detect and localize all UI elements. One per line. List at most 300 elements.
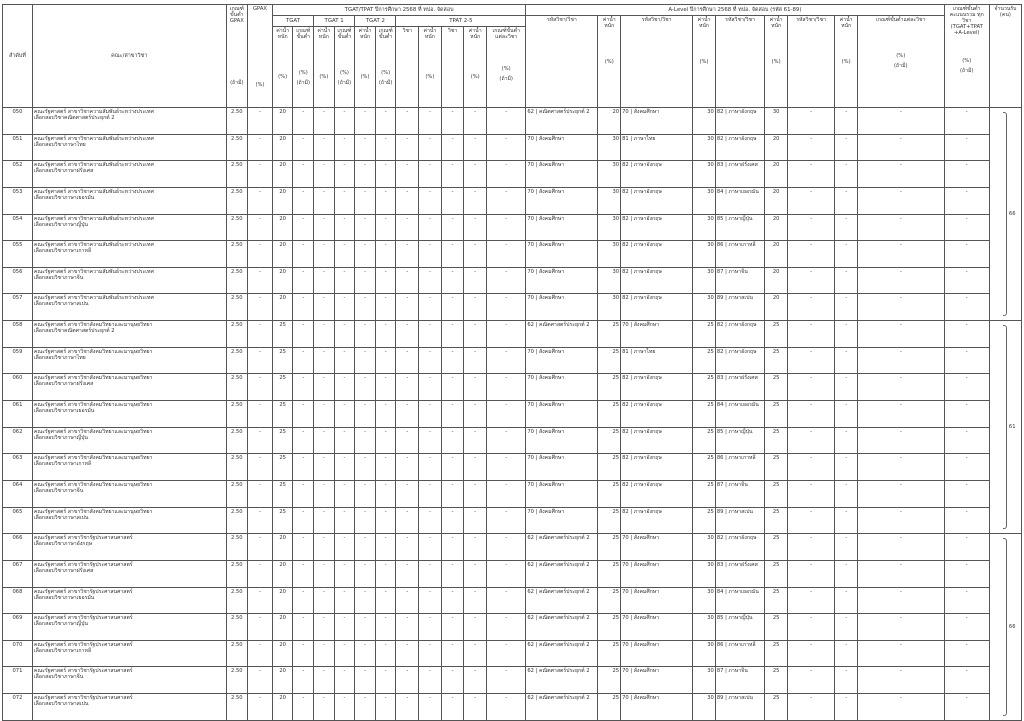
row-number: 053 (3, 187, 33, 214)
alevel-weight-3: 25 (765, 321, 788, 348)
program-name: คณะรัฐศาสตร์ สาขาวิชาสังคมวิทยาและมานุษยวิทยา (33, 428, 153, 435)
empty-criteria-cell: - (487, 560, 526, 587)
empty-criteria-cell: - (396, 427, 419, 454)
table-row (3, 321, 1022, 348)
empty-criteria-cell: - (419, 347, 442, 374)
empty-criteria-cell: - (248, 321, 273, 348)
empty-criteria-cell: - (248, 507, 273, 534)
empty-criteria-cell: - (944, 534, 989, 561)
header-a2-weight (693, 16, 716, 108)
alevel-weight-1: 25 (598, 454, 621, 481)
header-tpat-weight2-unit: (%) (470, 73, 480, 80)
alevel-subject-1: 62 | คณิตศาสตร์ประยุกต์ 2 (526, 667, 598, 694)
table-row (3, 614, 1022, 641)
empty-criteria-cell: - (248, 427, 273, 454)
empty-criteria-cell: - (487, 241, 526, 268)
empty-criteria-cell: - (375, 694, 396, 721)
empty-criteria-cell: - (334, 454, 355, 481)
alevel-weight-1: 25 (598, 614, 621, 641)
empty-criteria-cell: - (293, 214, 314, 241)
alevel-subject-3: 87 | ภาษาจีน (715, 667, 764, 694)
seats-count: 66 (1008, 108, 1022, 321)
empty-criteria-cell: - (314, 321, 335, 348)
empty-criteria-cell: - (487, 294, 526, 321)
empty-criteria-cell: - (396, 507, 419, 534)
alevel-weight-2: 25 (693, 427, 716, 454)
alevel-weight-1: 25 (598, 694, 621, 721)
empty-criteria-cell: - (396, 161, 419, 188)
brace-line (1003, 112, 1007, 316)
row-number: 061 (3, 401, 33, 428)
tgat-weight: 25 (272, 507, 293, 534)
header-tgat: TGAT (272, 16, 313, 27)
empty-criteria-cell: - (314, 507, 335, 534)
seats-count: 61 (1008, 321, 1022, 534)
min-gpax: 2.50 (226, 694, 248, 721)
alevel-subject-2: 70 | สังคมศึกษา (621, 694, 693, 721)
empty-criteria-cell: - (857, 427, 944, 454)
tgat-weight: 20 (272, 161, 293, 188)
program-option: เลือกสอบวิชาภาษาญี่ปุ่น (33, 221, 88, 228)
empty-criteria-cell: - (375, 560, 396, 587)
header-tgat1-weight-label: ค่าน้ำหนัก (317, 28, 331, 40)
empty-criteria-cell: - (293, 427, 314, 454)
empty-criteria-cell: - (787, 560, 834, 587)
min-gpax: 2.50 (226, 560, 248, 587)
alevel-subject-1: 70 | สังคมศึกษา (526, 347, 598, 374)
empty-criteria-cell: - (293, 134, 314, 161)
empty-criteria-cell: - (487, 667, 526, 694)
empty-criteria-cell: - (835, 640, 858, 667)
table-row (3, 587, 1022, 614)
empty-criteria-cell: - (419, 480, 442, 507)
empty-criteria-cell: - (419, 267, 442, 294)
empty-criteria-cell: - (835, 321, 858, 348)
row-number: 072 (3, 694, 33, 721)
alevel-subject-2: 82 | ภาษาอังกฤษ (621, 161, 693, 188)
empty-criteria-cell: - (441, 134, 464, 161)
min-gpax: 2.50 (226, 401, 248, 428)
empty-criteria-cell: - (464, 507, 487, 534)
empty-criteria-cell: - (314, 374, 335, 401)
empty-criteria-cell: - (293, 587, 314, 614)
empty-criteria-cell: - (419, 454, 442, 481)
empty-criteria-cell: - (355, 108, 376, 135)
brace-line (1003, 538, 1007, 715)
table-row (3, 267, 1022, 294)
empty-criteria-cell: - (787, 267, 834, 294)
empty-criteria-cell: - (441, 401, 464, 428)
empty-criteria-cell: - (293, 241, 314, 268)
row-number: 060 (3, 374, 33, 401)
empty-criteria-cell: - (293, 401, 314, 428)
tgat-weight: 20 (272, 294, 293, 321)
alevel-subject-2: 81 | ภาษาไทย (621, 134, 693, 161)
empty-criteria-cell: - (487, 507, 526, 534)
min-gpax: 2.50 (226, 667, 248, 694)
alevel-weight-3: 25 (765, 347, 788, 374)
empty-criteria-cell: - (464, 694, 487, 721)
tgat-weight: 20 (272, 587, 293, 614)
program-name: คณะรัฐศาสตร์ สาขาวิชารัฐประศาสนศาสตร์ (33, 615, 133, 622)
alevel-weight-1: 25 (598, 560, 621, 587)
table-row (3, 374, 1022, 401)
program-name-cell (32, 667, 226, 694)
program-name: คณะรัฐศาสตร์ สาขาวิชาความสัมพันธ์ระหว่างประเทศ (33, 295, 154, 302)
empty-criteria-cell: - (835, 534, 858, 561)
empty-criteria-cell: - (419, 161, 442, 188)
tgat-weight: 20 (272, 108, 293, 135)
empty-criteria-cell: - (419, 108, 442, 135)
empty-criteria-cell: - (787, 214, 834, 241)
row-number: 051 (3, 134, 33, 161)
empty-criteria-cell: - (787, 401, 834, 428)
empty-criteria-cell: - (944, 161, 989, 188)
min-gpax: 2.50 (226, 294, 248, 321)
empty-criteria-cell: - (464, 640, 487, 667)
alevel-weight-3: 20 (765, 294, 788, 321)
header-gpax-label: GPAX (253, 6, 267, 12)
empty-criteria-cell: - (375, 401, 396, 428)
alevel-subject-3: 87 | ภาษาจีน (715, 480, 764, 507)
min-gpax: 2.50 (226, 374, 248, 401)
empty-criteria-cell: - (355, 694, 376, 721)
program-name: คณะรัฐศาสตร์ สาขาวิชาสังคมวิทยาและมานุษยวิทยา (33, 375, 153, 382)
header-tgat-min-unit: (ถ้ามี) (296, 79, 311, 86)
empty-criteria-cell: - (857, 294, 944, 321)
empty-criteria-cell: - (419, 321, 442, 348)
empty-criteria-cell: - (787, 321, 834, 348)
program-name-cell (32, 161, 226, 188)
alevel-subject-2: 82 | ภาษาอังกฤษ (621, 187, 693, 214)
row-number: 068 (3, 587, 33, 614)
header-tpat-min-label: เกณฑ์ขั้นต่ำแต่ละวิชา (492, 28, 520, 40)
program-option: เลือกสอบวิชาภาษาจีน (33, 674, 84, 681)
empty-criteria-cell: - (787, 427, 834, 454)
program-name-cell (32, 401, 226, 428)
empty-criteria-cell: - (396, 480, 419, 507)
program-option: เลือกสอบวิชาภาษาเยอรมัน (33, 594, 95, 601)
empty-criteria-cell: - (419, 507, 442, 534)
empty-criteria-cell: - (787, 614, 834, 641)
empty-criteria-cell: - (375, 534, 396, 561)
alevel-weight-3: 25 (765, 560, 788, 587)
empty-criteria-cell: - (464, 587, 487, 614)
program-name: คณะรัฐศาสตร์ สาขาวิชาความสัมพันธ์ระหว่างประเทศ (33, 135, 154, 142)
empty-criteria-cell: - (314, 667, 335, 694)
empty-criteria-cell: - (314, 401, 335, 428)
tgat-weight: 20 (272, 134, 293, 161)
alevel-subject-2: 82 | ภาษาอังกฤษ (621, 480, 693, 507)
empty-criteria-cell: - (835, 667, 858, 694)
min-gpax: 2.50 (226, 534, 248, 561)
empty-criteria-cell: - (396, 534, 419, 561)
empty-criteria-cell: - (787, 161, 834, 188)
alevel-weight-1: 30 (598, 267, 621, 294)
program-name: คณะรัฐศาสตร์ สาขาวิชาความสัมพันธ์ระหว่างประเทศ (33, 188, 154, 195)
program-name-cell (32, 294, 226, 321)
alevel-subject-1: 62 | คณิตศาสตร์ประยุกต์ 2 (526, 560, 598, 587)
empty-criteria-cell: - (441, 321, 464, 348)
min-gpax: 2.50 (226, 507, 248, 534)
tgat-weight: 20 (272, 560, 293, 587)
empty-criteria-cell: - (314, 161, 335, 188)
alevel-subject-3: 86 | ภาษาเกาหลี (715, 640, 764, 667)
program-option: เลือกสอบวิชาคณิตศาสตร์ประยุกต์ 2 (33, 114, 115, 121)
program-name-cell (32, 560, 226, 587)
header-tpat-subject1: วิชา (396, 27, 419, 108)
empty-criteria-cell: - (464, 427, 487, 454)
alevel-subject-3: 82 | ภาษาอังกฤษ (715, 347, 764, 374)
alevel-subject-2: 82 | ภาษาอังกฤษ (621, 374, 693, 401)
alevel-weight-3: 25 (765, 614, 788, 641)
program-option: เลือกสอบวิชาคณิตศาสตร์ประยุกต์ 2 (33, 328, 115, 335)
empty-criteria-cell: - (487, 108, 526, 135)
tgat-weight: 20 (272, 241, 293, 268)
empty-criteria-cell: - (314, 454, 335, 481)
program-name: คณะรัฐศาสตร์ สาขาวิชาสังคมวิทยาและมานุษยวิทยา (33, 348, 153, 355)
alevel-weight-2: 25 (693, 401, 716, 428)
empty-criteria-cell: - (787, 108, 834, 135)
alevel-subject-3: 86 | ภาษาเกาหลี (715, 454, 764, 481)
empty-criteria-cell: - (396, 267, 419, 294)
alevel-subject-1: 62 | คณิตศาสตร์ประยุกต์ 2 (526, 640, 598, 667)
alevel-weight-2: 25 (693, 347, 716, 374)
empty-criteria-cell: - (857, 694, 944, 721)
empty-criteria-cell: - (334, 507, 355, 534)
alevel-subject-2: 82 | ภาษาอังกฤษ (621, 454, 693, 481)
alevel-weight-1: 30 (598, 134, 621, 161)
alevel-weight-2: 30 (693, 534, 716, 561)
empty-criteria-cell: - (857, 161, 944, 188)
table-row (3, 294, 1022, 321)
empty-criteria-cell: - (355, 161, 376, 188)
empty-criteria-cell: - (464, 401, 487, 428)
empty-criteria-cell: - (375, 640, 396, 667)
empty-criteria-cell: - (944, 374, 989, 401)
empty-criteria-cell: - (835, 454, 858, 481)
empty-criteria-cell: - (334, 427, 355, 454)
program-name-cell (32, 241, 226, 268)
empty-criteria-cell: - (248, 241, 273, 268)
header-a2-weight-label: ค่าน้ำหนัก (697, 17, 711, 29)
alevel-weight-1: 25 (598, 667, 621, 694)
empty-criteria-cell: - (355, 374, 376, 401)
program-option: เลือกสอบวิชาภาษาฝรั่งเศส (33, 381, 94, 388)
empty-criteria-cell: - (787, 294, 834, 321)
empty-criteria-cell: - (314, 614, 335, 641)
empty-criteria-cell: - (857, 347, 944, 374)
alevel-weight-1: 25 (598, 427, 621, 454)
table-row (3, 241, 1022, 268)
empty-criteria-cell: - (835, 480, 858, 507)
empty-criteria-cell: - (944, 134, 989, 161)
alevel-subject-3: 84 | ภาษาเยอรมัน (715, 187, 764, 214)
empty-criteria-cell: - (835, 134, 858, 161)
empty-criteria-cell: - (293, 694, 314, 721)
tgat-weight: 20 (272, 640, 293, 667)
row-number: 067 (3, 560, 33, 587)
program-option: เลือกสอบวิชาภาษาจีน (33, 274, 84, 281)
empty-criteria-cell: - (464, 187, 487, 214)
empty-criteria-cell: - (787, 480, 834, 507)
min-gpax: 2.50 (226, 640, 248, 667)
tgat-weight: 25 (272, 347, 293, 374)
alevel-subject-2: 70 | สังคมศึกษา (621, 587, 693, 614)
empty-criteria-cell: - (396, 134, 419, 161)
header-tgat-weight-unit: (%) (278, 73, 288, 80)
empty-criteria-cell: - (441, 507, 464, 534)
header-tpat-subject2: วิชา (441, 27, 464, 108)
alevel-subject-1: 70 | สังคมศึกษา (526, 294, 598, 321)
empty-criteria-cell: - (334, 480, 355, 507)
header-a1-weight (598, 16, 621, 108)
header-min-total (944, 5, 989, 108)
empty-criteria-cell: - (487, 214, 526, 241)
alevel-subject-2: 82 | ภาษาอังกฤษ (621, 401, 693, 428)
alevel-subject-2: 82 | ภาษาอังกฤษ (621, 427, 693, 454)
header-min-gpax-label: เกณฑ์ขั้นต่ำ GPAX (229, 6, 244, 24)
program-name: คณะรัฐศาสตร์ สาขาวิชารัฐประศาสนศาสตร์ (33, 641, 133, 648)
header-tpat-weight1-unit: (%) (425, 73, 435, 80)
tgat-weight: 20 (272, 534, 293, 561)
empty-criteria-cell: - (857, 401, 944, 428)
empty-criteria-cell: - (944, 347, 989, 374)
alevel-subject-3: 86 | ภาษาเกาหลี (715, 241, 764, 268)
empty-criteria-cell: - (835, 108, 858, 135)
alevel-subject-1: 70 | สังคมศึกษา (526, 374, 598, 401)
empty-criteria-cell: - (441, 214, 464, 241)
program-option: เลือกสอบวิชาภาษาญี่ปุ่น (33, 621, 88, 628)
empty-criteria-cell: - (334, 560, 355, 587)
program-option: เลือกสอบวิชาภาษาฝรั่งเศส (33, 168, 94, 175)
alevel-subject-1: 70 | สังคมศึกษา (526, 214, 598, 241)
alevel-subject-1: 70 | สังคมศึกษา (526, 454, 598, 481)
empty-criteria-cell: - (944, 294, 989, 321)
empty-criteria-cell: - (464, 347, 487, 374)
header-tgat2-weight (355, 27, 376, 108)
header-a3-weight-unit: (%) (771, 58, 781, 65)
empty-criteria-cell: - (293, 640, 314, 667)
empty-criteria-cell: - (857, 614, 944, 641)
alevel-weight-1: 20 (598, 108, 621, 135)
empty-criteria-cell: - (857, 187, 944, 214)
program-option: เลือกสอบวิชาภาษาเกาหลี (33, 248, 92, 255)
empty-criteria-cell: - (835, 187, 858, 214)
empty-criteria-cell: - (293, 187, 314, 214)
empty-criteria-cell: - (334, 267, 355, 294)
brace-line (1003, 325, 1007, 529)
alevel-weight-1: 30 (598, 241, 621, 268)
alevel-weight-3: 20 (765, 214, 788, 241)
empty-criteria-cell: - (835, 401, 858, 428)
program-option: เลือกสอบวิชาภาษาเยอรมัน (33, 408, 95, 415)
header-a1-weight-label: ค่าน้ำหนัก (602, 17, 616, 29)
empty-criteria-cell: - (835, 507, 858, 534)
min-gpax: 2.50 (226, 587, 248, 614)
empty-criteria-cell: - (787, 694, 834, 721)
program-name-cell (32, 480, 226, 507)
empty-criteria-cell: - (487, 161, 526, 188)
header-tgat-weight-label: ค่าน้ำหนัก (276, 28, 290, 40)
empty-criteria-cell: - (248, 267, 273, 294)
alevel-subject-3: 82 | ภาษาอังกฤษ (715, 534, 764, 561)
empty-criteria-cell: - (248, 640, 273, 667)
empty-criteria-cell: - (355, 454, 376, 481)
seats-count: 66 (1008, 534, 1022, 720)
header-tgat-weight (272, 27, 293, 108)
empty-criteria-cell: - (396, 241, 419, 268)
empty-criteria-cell: - (293, 480, 314, 507)
alevel-weight-2: 25 (693, 321, 716, 348)
header-tgat2: TGAT 2 (355, 16, 396, 27)
table-row (3, 534, 1022, 561)
program-name-cell (32, 347, 226, 374)
alevel-subject-3: 83 | ภาษาฝรั่งเศส (715, 560, 764, 587)
empty-criteria-cell: - (334, 401, 355, 428)
alevel-weight-3: 20 (765, 161, 788, 188)
empty-criteria-cell: - (944, 667, 989, 694)
empty-criteria-cell: - (334, 161, 355, 188)
empty-criteria-cell: - (334, 187, 355, 214)
empty-criteria-cell: - (375, 427, 396, 454)
min-gpax: 2.50 (226, 480, 248, 507)
program-name-cell (32, 108, 226, 135)
empty-criteria-cell: - (314, 694, 335, 721)
empty-criteria-cell: - (835, 560, 858, 587)
row-number: 056 (3, 267, 33, 294)
alevel-subject-3: 89 | ภาษาสเปน (715, 507, 764, 534)
alevel-weight-1: 25 (598, 507, 621, 534)
alevel-weight-2: 30 (693, 640, 716, 667)
alevel-subject-1: 70 | สังคมศึกษา (526, 507, 598, 534)
alevel-subject-1: 62 | คณิตศาสตร์ประยุกต์ 2 (526, 694, 598, 721)
header-tgat1-min-label: เกณฑ์ขั้นต่ำ (337, 28, 352, 40)
row-number: 054 (3, 214, 33, 241)
alevel-weight-3: 25 (765, 374, 788, 401)
empty-criteria-cell: - (835, 294, 858, 321)
alevel-weight-3: 20 (765, 134, 788, 161)
empty-criteria-cell: - (334, 587, 355, 614)
header-tpat-min (487, 27, 526, 108)
program-name-cell (32, 454, 226, 481)
tgat-weight: 20 (272, 214, 293, 241)
program-name: คณะรัฐศาสตร์ สาขาวิชาสังคมวิทยาและมานุษยวิทยา (33, 481, 153, 488)
min-gpax: 2.50 (226, 427, 248, 454)
empty-criteria-cell: - (334, 374, 355, 401)
empty-criteria-cell: - (355, 614, 376, 641)
alevel-subject-2: 82 | ภาษาอังกฤษ (621, 507, 693, 534)
tgat-weight: 20 (272, 667, 293, 694)
empty-criteria-cell: - (355, 321, 376, 348)
empty-criteria-cell: - (944, 614, 989, 641)
empty-criteria-cell: - (355, 134, 376, 161)
empty-criteria-cell: - (835, 587, 858, 614)
alevel-subject-1: 62 | คณิตศาสตร์ประยุกต์ 2 (526, 108, 598, 135)
empty-criteria-cell: - (857, 534, 944, 561)
alevel-weight-1: 25 (598, 347, 621, 374)
empty-criteria-cell: - (375, 587, 396, 614)
header-faculty: คณะ/สาขาวิชา (32, 5, 226, 108)
empty-criteria-cell: - (419, 374, 442, 401)
empty-criteria-cell: - (419, 427, 442, 454)
program-option: เลือกสอบวิชาภาษาเกาหลี (33, 461, 92, 468)
header-seq: ลำดับที่ (3, 5, 33, 108)
alevel-subject-1: 70 | สังคมศึกษา (526, 161, 598, 188)
header-a3-weight-label: ค่าน้ำหนัก (769, 17, 783, 29)
alevel-subject-3: 83 | ภาษาฝรั่งเศส (715, 161, 764, 188)
empty-criteria-cell: - (441, 427, 464, 454)
